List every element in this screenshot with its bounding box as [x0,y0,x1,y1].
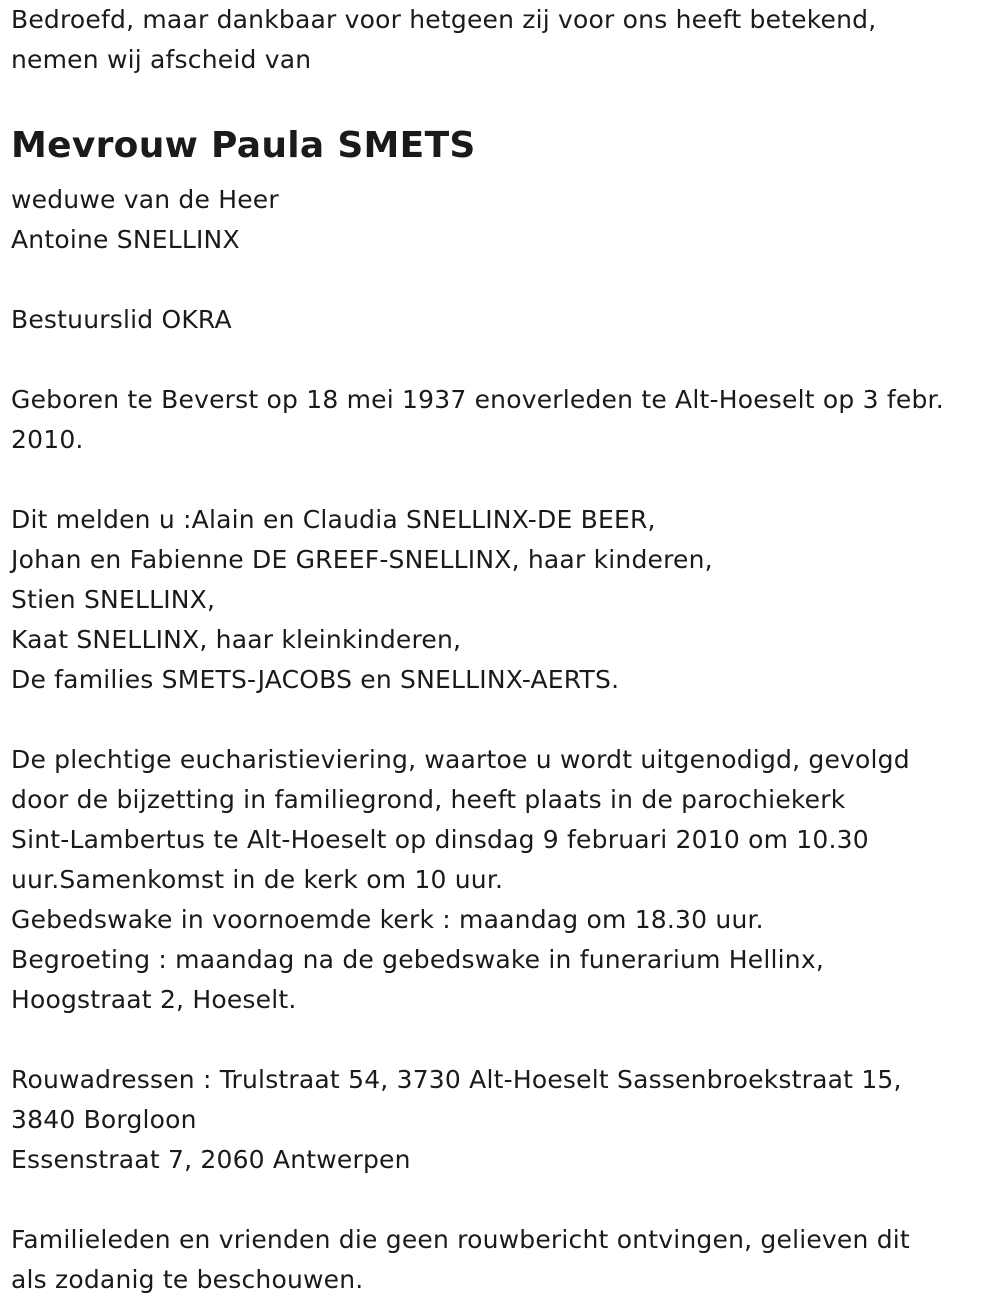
birth-death-line: 2010. [11,425,84,454]
ceremony-line: uur.Samenkomst in de kerk om 10 uur. [11,865,504,894]
deceased-name: Mevrouw Paula SMETS [11,125,476,166]
spacer [11,340,986,380]
closing-section [11,1220,986,1300]
spacer [11,460,986,500]
spacer [11,1180,986,1220]
widow-line: weduwe van de Heer [11,185,279,214]
ceremony-line: Sint-Lambertus te Alt-Hoeselt op dinsdag 9 februari 2010 om 10.30 [11,825,869,854]
ceremony-line: Gebedswake in voornoemde kerk : maandag om 18.30 uur. [11,905,764,934]
birth-death-section [11,380,986,460]
ceremony-line: Begroeting : maandag na de gebedswake in funerarium Hellinx, [11,945,824,974]
spacer [11,260,986,300]
ceremony-section [11,740,986,1020]
address-line: Essenstraat 7, 2060 Antwerpen [11,1145,411,1174]
closing-line: als zodanig te beschouwen. [11,1265,364,1294]
intro-line: Bedroefd, maar dankbaar voor hetgeen zij voor ons heeft betekend, [11,5,877,34]
spouse-name: Antoine SNELLINX [11,225,240,254]
ceremony-line: De plechtige eucharistieviering, waartoe u wordt uitgenodigd, gevolgd [11,745,910,774]
closing-line: Familieleden en vrienden die geen rouwbericht ontvingen, gelieven dit [11,1225,910,1254]
address-line: Rouwadressen : Trulstraat 54, 3730 Alt-Hoeselt Sassenbroekstraat 15, [11,1065,902,1094]
spacer [11,700,986,740]
birth-death-line: Geboren te Beverst op 18 mei 1937 enoverleden te Alt-Hoeselt op 3 febr. [11,385,944,414]
intro-line: nemen wij afscheid van [11,45,312,74]
spacer [11,1020,986,1060]
ceremony-line: Hoogstraat 2, Hoeselt. [11,985,297,1014]
function-line: Bestuurslid OKRA [11,305,232,334]
family-line: Kaat SNELLINX, haar kleinkinderen, [11,625,462,654]
addresses-section [11,1060,986,1180]
family-section [11,500,986,700]
family-line: De families SMETS-JACOBS en SNELLINX-AERTS. [11,665,620,694]
family-line: Dit melden u :Alain en Claudia SNELLINX-DE BEER, [11,505,656,534]
ceremony-line: door de bijzetting in familiegrond, heeft plaats in de parochiekerk [11,785,846,814]
family-line: Stien SNELLINX, [11,585,216,614]
intro-section [11,0,986,80]
obituary-notice [11,0,986,1300]
widow-section [11,180,986,260]
family-line: Johan en Fabienne DE GREEF-SNELLINX, haar kinderen, [11,545,713,574]
address-line: 3840 Borgloon [11,1105,197,1134]
